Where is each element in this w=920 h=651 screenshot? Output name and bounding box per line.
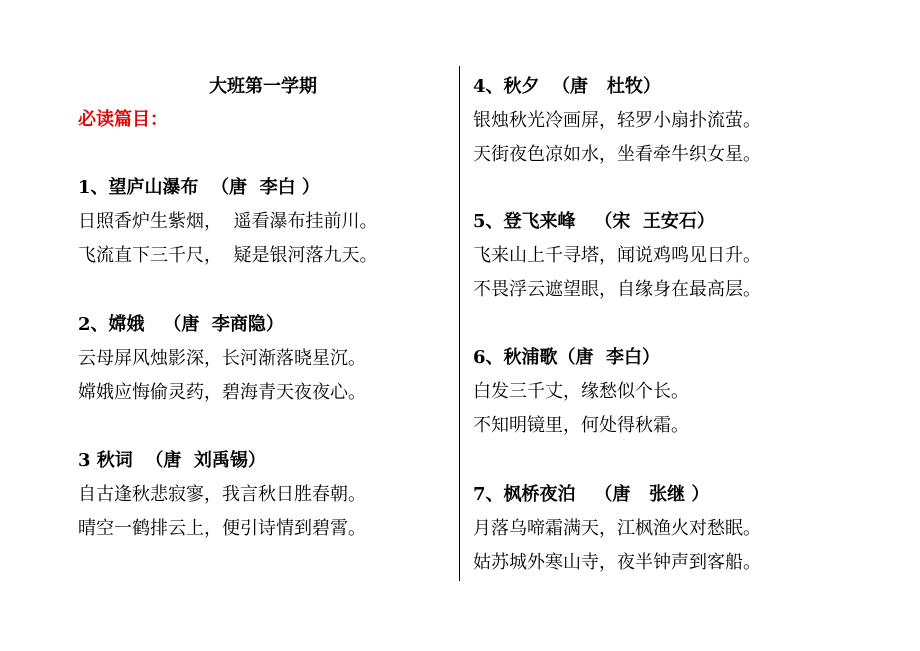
poem-title: 7、枫桥夜泊 （唐 张继 ） — [473, 484, 710, 505]
poem-line: 晴空一鹤排云上，便引诗情到碧霄。 — [78, 518, 366, 539]
poem-line: 白发三千丈，缘愁似个长。 — [473, 381, 689, 402]
poem-line: 云母屏风烛影深，长河渐落晓星沉。 — [78, 348, 366, 369]
poem-line: 银烛秋光冷画屏，轻罗小扇扑流萤。 — [473, 110, 761, 131]
poem-line: 嫦娥应悔偷灵药，碧海青天夜夜心。 — [78, 382, 366, 403]
poem-6 — [473, 346, 853, 438]
poem-title: 3 秋词 （唐 刘禹锡） — [78, 450, 266, 471]
poem-line: 不知明镜里，何处得秋霜。 — [473, 415, 689, 436]
poem-2 — [78, 313, 458, 405]
poem-line: 天街夜色凉如水，坐看牵牛织女星。 — [473, 144, 761, 165]
poem-title: 6、秋浦歌（唐 李白） — [473, 347, 661, 368]
poem-1 — [78, 176, 458, 268]
poem-title: 4、秋夕 （唐 杜牧） — [473, 76, 661, 97]
poem-line: 姑苏城外寒山寺，夜半钟声到客船。 — [473, 552, 761, 573]
poem-3 — [78, 449, 458, 541]
poem-line: 月落乌啼霜满天，江枫渔火对愁眠。 — [473, 518, 761, 539]
poem-title: 2、嫦娥 （唐 李商隐） — [78, 314, 284, 335]
poem-4 — [473, 75, 853, 167]
poem-line: 不畏浮云遮望眼，自缘身在最高层。 — [473, 279, 761, 300]
poem-title: 5、登飞来峰 （宋 王安石） — [473, 211, 715, 232]
required-reading-heading: 必读篇目： — [78, 109, 168, 130]
document-title: 大班第一学期 — [209, 76, 317, 97]
poem-title: 1、望庐山瀑布 （唐 李白 ） — [78, 177, 320, 198]
poem-7 — [473, 483, 853, 575]
poem-line: 自古逢秋悲寂寥，我言秋日胜春朝。 — [78, 484, 366, 505]
poem-line: 飞流直下三千尺， 疑是银河落九天。 — [78, 245, 378, 266]
poem-5 — [473, 210, 853, 302]
column-divider — [459, 66, 460, 581]
poem-line: 飞来山上千寻塔，闻说鸡鸣见日升。 — [473, 245, 761, 266]
poem-line: 日照香炉生紫烟， 遥看瀑布挂前川。 — [78, 211, 378, 232]
